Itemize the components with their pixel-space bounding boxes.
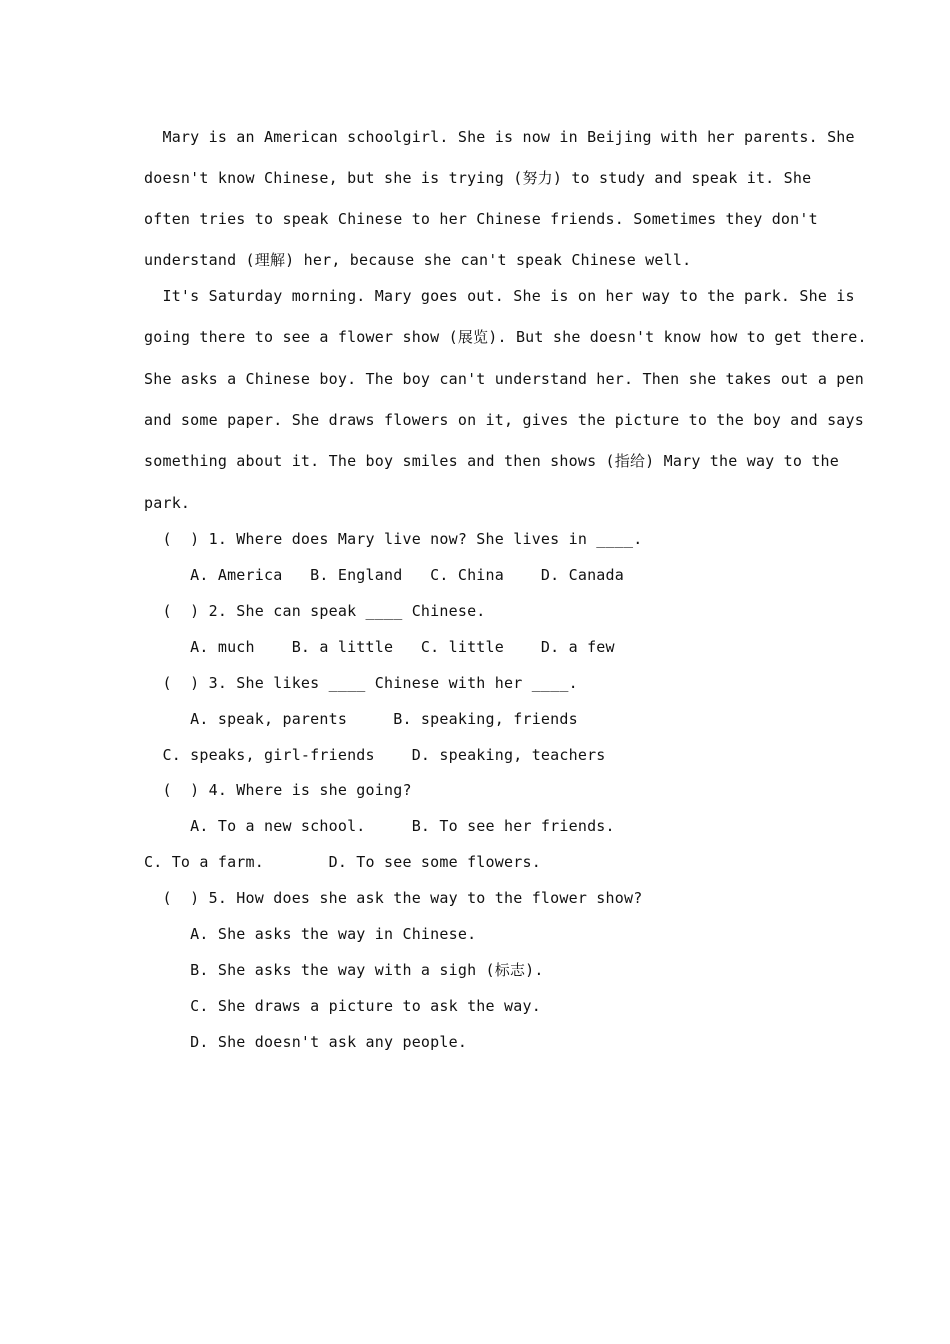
passage-line-6: going there to see a flower show (展览). But she doesn't know how to get there. [144,328,867,346]
question-3-options-line-1: A. speak, parents B. speaking, friends [144,710,578,728]
question-5-option-b: B. She asks the way with a sigh (标志). [144,961,544,979]
passage-line-4: understand (理解) her, because she can't speak Chinese well. [144,251,692,269]
passage-line-5: It's Saturday morning. Mary goes out. She is on her way to the park. She is [144,287,855,305]
question-5-stem: ( ) 5. How does she ask the way to the flower show? [144,889,643,907]
question-2-stem: ( ) 2. She can speak ____ Chinese. [144,602,486,620]
question-4-options-line-1: A. To a new school. B. To see her friends. [144,817,615,835]
passage-line-7: She asks a Chinese boy. The boy can't understand her. Then she takes out a pen [144,370,864,388]
passage-line-10: park. [144,494,191,512]
question-5-option-d: D. She doesn't ask any people. [144,1033,468,1051]
question-3-stem: ( ) 3. She likes ____ Chinese with her ____. [144,674,578,692]
question-4-options-line-2: C. To a farm. D. To see some flowers. [144,853,541,871]
question-1-stem: ( ) 1. Where does Mary live now? She lives in ____. [144,530,643,548]
question-5-option-a: A. She asks the way in Chinese. [144,925,477,943]
passage-line-9: something about it. The boy smiles and then shows (指给) Mary the way to the [144,452,840,470]
passage-line-1: Mary is an American schoolgirl. She is now in Beijing with her parents. She [144,128,855,146]
question-4-stem: ( ) 4. Where is she going? [144,781,412,799]
question-2-options: A. much B. a little C. little D. a few [144,638,615,656]
question-5-option-c: C. She draws a picture to ask the way. [144,997,541,1015]
passage-line-8: and some paper. She draws flowers on it, gives the picture to the boy and says [144,411,864,429]
passage-line-3: often tries to speak Chinese to her Chinese friends. Sometimes they don't [144,210,818,228]
question-3-options-line-2: C. speaks, girl-friends D. speaking, teachers [144,746,606,764]
question-1-options: A. America B. England C. China D. Canada [144,566,624,584]
passage-line-2: doesn't know Chinese, but she is trying (努力) to study and speak it. She [144,169,812,187]
